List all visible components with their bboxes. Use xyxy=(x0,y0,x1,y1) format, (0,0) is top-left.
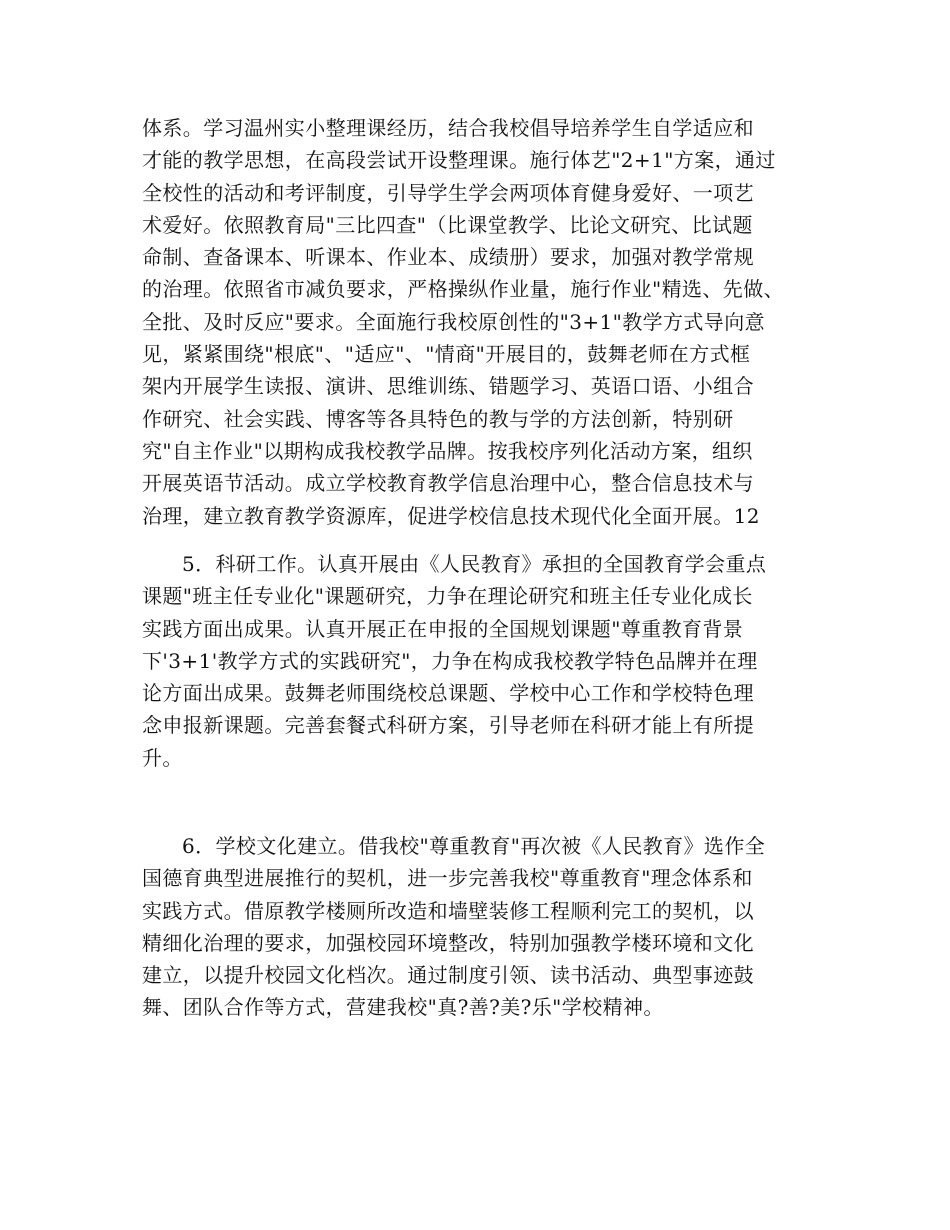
text-line: 建立，以提升校园文化档次。通过制度引领、读书活动、典型事迹鼓 xyxy=(142,963,754,988)
text-line: 论方面出成果。鼓舞老师围绕校总课题、学校中心工作和学校特色理 xyxy=(142,681,754,706)
text-line: 课题"班主任专业化"课题研究，力争在理论研究和班主任专业化成长 xyxy=(142,584,753,609)
text-line: 6．学校文化建立。借我校"尊重教育"再次被《人民教育》选作全 xyxy=(182,834,766,858)
text-line: 术爱好。依照教育局"三比四查"（比课堂教学、比论文研究、比试题 xyxy=(142,212,753,237)
paragraph-culture xyxy=(142,830,765,1024)
text-line: 精细化治理的要求，加强校园环境整改，特别加强教学楼环境和文化 xyxy=(142,930,754,955)
text-line: 命制、查备课本、听课本、作业本、成绩册）要求，加强对教学常规 xyxy=(142,245,754,270)
text-line: 开展英语节活动。成立学校教育教学信息治理中心，整合信息技术与 xyxy=(142,471,754,496)
text-line: 全批、及时反应"要求。全面施行我校原创性的"3+1"教学方式导向意 xyxy=(142,309,766,334)
paragraph-teaching xyxy=(142,112,784,532)
text-line: 全校性的活动和考评制度，引导学生学会两项体育健身爱好、一项艺 xyxy=(142,180,754,205)
text-line: 国德育典型进展推行的契机，进一步完善我校"尊重教育"理念体系和 xyxy=(142,866,753,891)
text-line: 作研究、社会实践、博客等各具特色的教与学的方法创新，特别研 xyxy=(142,406,734,431)
text-line: 究"自主作业"以期构成我校教学品牌。按我校序列化活动方案，组织 xyxy=(142,438,753,463)
text-line: 治理，建立教育教学资源库，促进学校信息技术现代化全面开展。12 xyxy=(142,503,760,528)
text-line: 升。 xyxy=(142,745,183,770)
text-line: 念申报新课题。完善套餐式科研方案，引导老师在科研才能上有所提 xyxy=(142,713,754,738)
text-line: 实践方式。借原教学楼厕所改造和墙壁装修工程顺利完工的契机，以 xyxy=(142,898,754,923)
text-line: 的治理。依照省市减负要求，严格操纵作业量，施行作业"精选、先做、 xyxy=(142,277,784,302)
text-line: 5．科研工作。认真开展由《人民教育》承担的全国教育学会重点 xyxy=(182,552,767,576)
paragraph-research xyxy=(142,548,766,774)
text-line: 架内开展学生读报、演讲、思维训练、错题学习、英语口语、小组合 xyxy=(142,374,754,399)
text-line: 体系。学习温州实小整理课经历，结合我校倡导培养学生自学适应和 xyxy=(142,116,754,140)
text-line: 下'3+1'教学方式的实践研究"，力争在构成我校教学特色品牌并在理 xyxy=(142,648,758,673)
text-line: 舞、团队合作等方式，营建我校"真?善?美?乐"学校精神。 xyxy=(142,995,664,1020)
text-line: 才能的教学思想，在高段尝试开设整理课。施行体艺"2+1"方案，通过 xyxy=(142,148,776,173)
text-line: 见，紧紧围绕"根底"、"适应"、"情商"开展目的，鼓舞老师在方式框 xyxy=(142,342,751,367)
text-line: 实践方面出成果。认真开展正在申报的全国规划课题"尊重教育背景 xyxy=(142,616,744,641)
